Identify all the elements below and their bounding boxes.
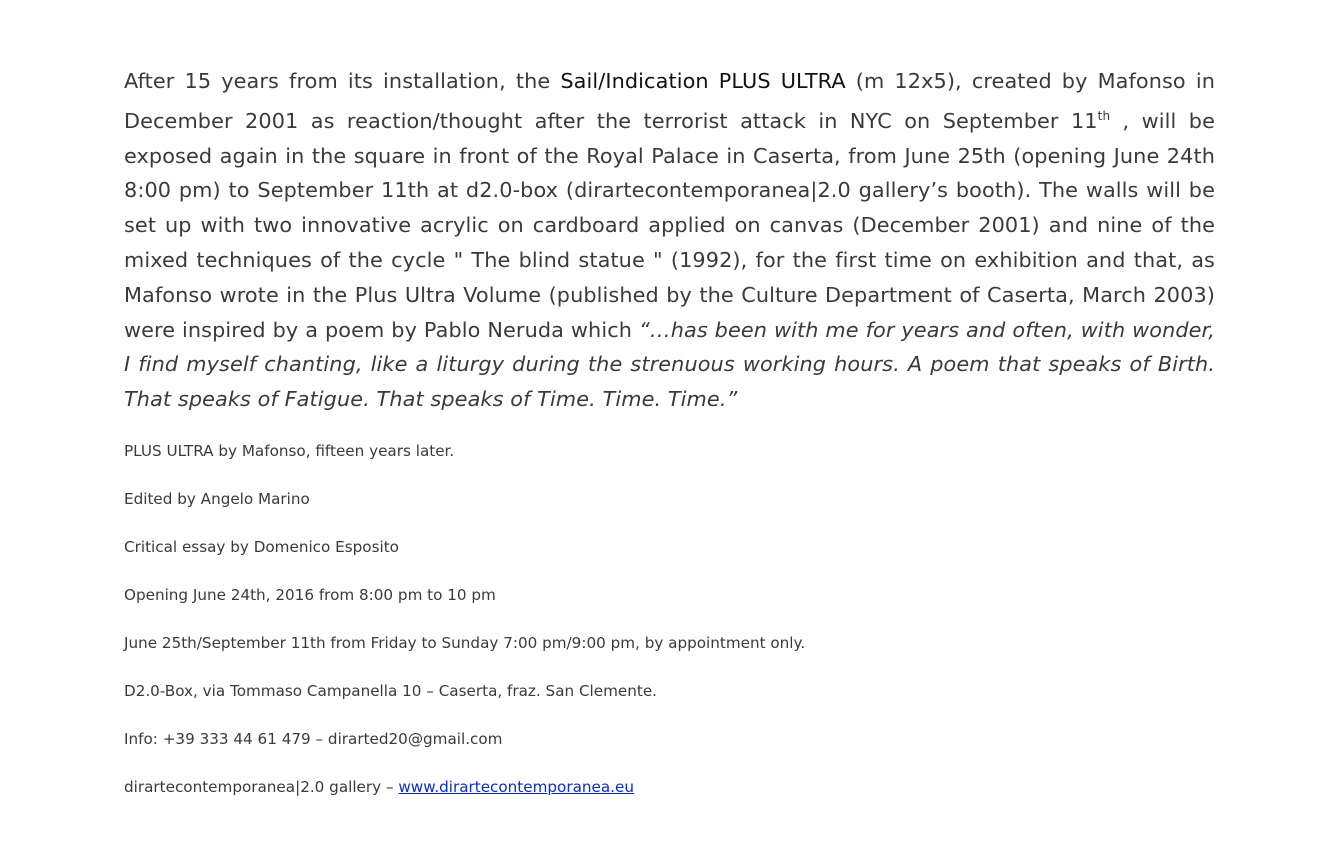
paragraph-text: After 15 years from its installation, the	[124, 69, 561, 93]
hours-line: June 25th/September 11th from Friday to Sunday 7:00 pm/9:00 pm, by appointment only.	[124, 634, 806, 652]
gallery-line	[124, 772, 805, 820]
exhibition-subtitle: PLUS ULTRA by Mafonso, fifteen years later.	[124, 442, 455, 460]
website-link[interactable]: www.dirartecontemporanea.eu	[398, 778, 634, 796]
address-line: D2.0-Box, via Tommaso Campanella 10 – Caserta, fraz. San Clemente.	[124, 682, 658, 700]
main-paragraph	[124, 64, 1215, 417]
event-info	[124, 436, 805, 820]
sail-title: Sail/Indication PLUS ULTRA	[560, 69, 846, 93]
superscript-th: th	[1097, 108, 1111, 123]
essay-line: Critical essay by Domenico Esposito	[124, 538, 399, 556]
editor-line: Edited by Angelo Marino	[124, 490, 310, 508]
neruda-quote: “…has been with me for years and often, with wonder, I find myself chanting, like a liturgy during the strenuous working hours. A poem that speaks of Birth. That speaks of Fatigue. That speaks of Time. Time. Time.”	[124, 317, 1216, 412]
contact-line: Info: +39 333 44 61 479 – dirarted20@gmail.com	[124, 730, 503, 748]
document-body	[124, 64, 1215, 417]
opening-line: Opening June 24th, 2016 from 8:00 pm to 10 pm	[124, 586, 496, 604]
paragraph-text: (m 12x5), created by Mafonso in December 2001 as reaction/thought after the terrorist attack in NYC on September 11	[124, 69, 1215, 133]
gallery-name: dirartecontemporanea|2.0 gallery –	[124, 778, 399, 796]
paragraph-text: , will be exposed again in the square in front of the Royal Palace in Caserta, from June 25th (opening June 24th 8:00 pm) to September 11th at d2.0-box (dirartecontemporanea|2.0 gallery’s booth). The walls will be set up with two innovative acrylic on cardboard applied on canvas (December 2001) and nine of the mixed techniques of the cycle " The blind statue " (1992), for the first time on exhibition and that, as Mafonso wrote in the Plus Ultra Volume (published by the Culture Department of Caserta, March 2003) were inspired by a poem by Pablo Neruda which	[124, 108, 1215, 342]
